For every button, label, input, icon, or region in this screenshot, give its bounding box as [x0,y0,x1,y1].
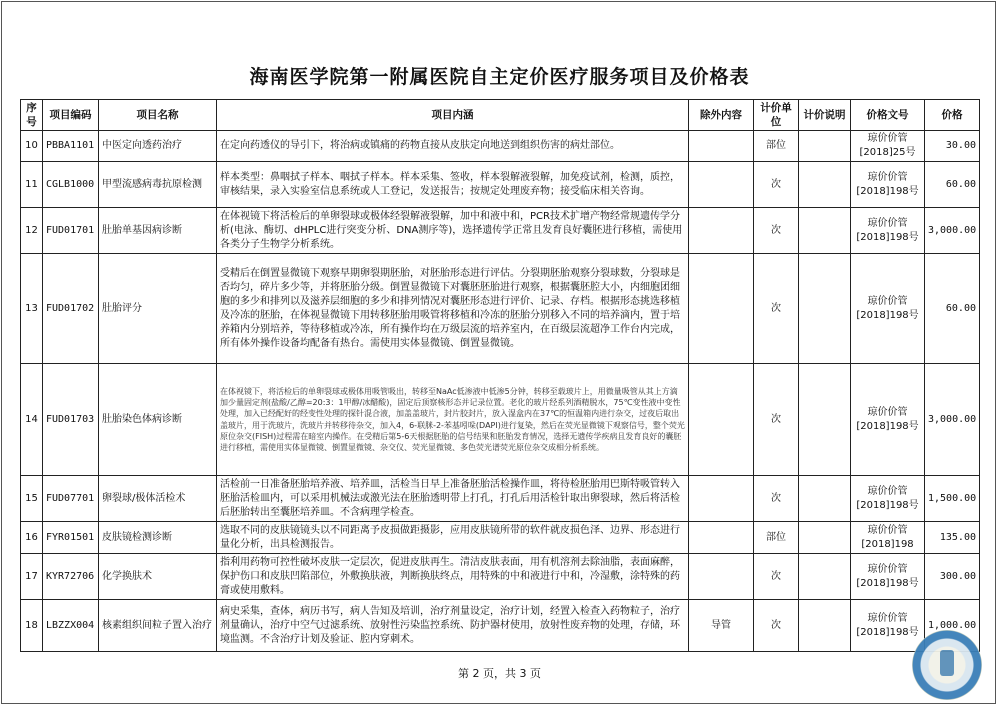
header-unit: 计价单位 [754,100,799,131]
row-seq: 12 [21,208,43,254]
row-name: 甲型流感病毒抗原检测 [99,162,217,208]
row-seq: 16 [21,522,43,554]
row-price: 135.00 [925,522,980,554]
row-note [799,364,851,476]
table-row [21,208,980,254]
row-code: LBZZX004 [43,600,99,652]
row-code: FUD07701 [43,476,99,522]
row-excluded [689,522,754,554]
row-note [799,254,851,364]
row-doc: 琼价价管[2018]198 [851,522,925,554]
row-unit: 次 [754,554,799,600]
row-price: 300.00 [925,554,980,600]
row-unit: 次 [754,162,799,208]
table-row [21,600,980,652]
header-code: 项目编码 [43,100,99,131]
row-seq: 13 [21,254,43,364]
table-row [21,162,980,208]
page-footer: 第 2 页，共 3 页 [458,667,541,680]
table-row [21,131,980,162]
row-price: 1,500.00 [925,476,980,522]
row-content: 样本类型：鼻咽拭子样本、咽拭子样本。样本采集、签收，样本裂解液裂解，加免疫试剂，检测，质控，审核结果，录入实验室信息系统或人工登记，发送报告；按规定处理废弃物；接受临床相关咨询。 [217,162,689,208]
row-name: 肚胎评分 [99,254,217,364]
row-note [799,600,851,652]
row-content: 选取不同的皮肤镜镜头以不同距离予皮损做距摄影，应用皮肤镜所带的软件就皮损色泽、边界、形态进行量化分析，出具检测报告。 [217,522,689,554]
row-seq: 14 [21,364,43,476]
row-unit: 次 [754,600,799,652]
row-unit: 部位 [754,522,799,554]
row-note [799,522,851,554]
row-note [799,162,851,208]
row-code: CGLB1000 [43,162,99,208]
row-unit: 次 [754,364,799,476]
header-doc: 价格文号 [851,100,925,131]
row-excluded [689,131,754,162]
header-note: 计价说明 [799,100,851,131]
table-row [21,554,980,600]
row-doc: 琼价价管[2018]198号 [851,554,925,600]
row-price: 30.00 [925,131,980,162]
row-name: 皮肤镜检测诊断 [99,522,217,554]
row-code: FYR01501 [43,522,99,554]
row-note [799,554,851,600]
row-name: 肚胎单基因病诊断 [99,208,217,254]
row-doc: 琼价价管[2018]198号 [851,476,925,522]
row-doc: 琼价价管[2018]198号 [851,162,925,208]
row-content: 活检前一日准备胚胎培养液、培养皿，活检当日早上准备胚胎活检操作皿，将待检胚胎用巴斯特吸管转入胚胎活检皿内，可以采用机械法或激光法在胚胎透明带上打孔，打孔后用活检针取出卵裂球，然后将活检后胚胎转出至囊胚培养皿。不含病理学检查。 [217,476,689,522]
row-price: 1,000.00 [925,600,980,652]
row-code: KYR72706 [43,554,99,600]
row-doc: 琼价价管[2018]198号 [851,364,925,476]
row-name: 卵裂球/极体活检术 [99,476,217,522]
header-price: 价格 [925,100,980,131]
row-content: 在体视镜下，将活检后的单卵裂球或极体用吸管吸出，转移至NaAc低渗液中低渗5分钟，转移至载玻片上，用微量吸管从其上方滴加少量固定剂(盐酸/乙醇=20:3：1甲醇/冰醋酸)，固定后顶察核形态并记录位置。老化的玻片经系列酒精脱水，75℃变性液中变性处理，加入已经配好的经变性处理的探针混合液，加盖盖玻片，封片胶封片，放入湿盒内在37℃的恒温箱内进行杂交，过夜后取出盖玻片，用于洗玻片，洗玻片并转移待杂交，加入4，6-联脒-2-苯基吲哚(DAPI)进行复染，然后在荧光显微镜下观察信号，整个荧光原位杂交(FISH)过程需在暗室内操作。在受精后第5-6天根据胚胎的信号结果和胚胎发育情况，选择无遗传学疾病且发育良好的囊胚进行移植，需使用实体显微镜、倒置显微镜、杂交仪、荧光显微镜、多色荧光谱荧光原位杂交成相分析系统。 [217,364,689,476]
row-content: 病史采集，查体，病历书写，病人告知及培训，治疗剂量设定，治疗计划，经置入检查入药物粒子，治疗剂量确认，治疗中空气过滤系统、放射性污染监控系统、防护器材使用，放射性废弃物的处理，存储，环境监测。不含治疗计划及验证、腔内穿刺术。 [217,600,689,652]
row-name: 肚胎染色体病诊断 [99,364,217,476]
row-unit: 次 [754,254,799,364]
row-doc: 琼价价管[2018]198号 [851,208,925,254]
row-note [799,476,851,522]
row-excluded: 导管 [689,600,754,652]
table-row [21,254,980,364]
row-seq: 18 [21,600,43,652]
row-content: 在体视镜下将活检后的单卵裂球或极体经裂解液裂解，加中和液中和，PCR技术扩增产物经常规遗传学分析(电泳、酶切、dHPLC进行突变分析、DNA测序等)，选择遗传学正常且发育良好囊胚进行移植，需使用各类分子生物学分析系统。 [217,208,689,254]
row-code: FUD01702 [43,254,99,364]
row-content: 在定向药透仪的导引下，将治病或镇痛的药物直接从皮肤定向地送到组织伤害的病灶部位。 [217,131,689,162]
price-table [20,99,980,652]
header-content: 项目内涵 [217,100,689,131]
row-excluded [689,476,754,522]
row-note [799,208,851,254]
row-note [799,131,851,162]
row-content: 指利用药物可控性破坏皮肤一定层次，促进皮肤再生。清洁皮肤表面，用有机溶剂去除油脂，表面麻醉，保护伤口和皮肤凹陷部位，外敷换肤液，判断换肤终点，用特殊的中和液进行中和，冷湿敷，涂特殊的药膏或使用敷料。 [217,554,689,600]
row-seq: 10 [21,131,43,162]
hospital-seal-logo [912,630,982,700]
row-code: FUD01703 [43,364,99,476]
header-row [21,100,980,131]
row-doc: 琼价价管[2018]198号 [851,254,925,364]
row-seq: 15 [21,476,43,522]
header-excluded: 除外内容 [689,100,754,131]
row-price: 3,000.00 [925,208,980,254]
row-unit: 次 [754,208,799,254]
row-code: FUD01701 [43,208,99,254]
row-unit: 部位 [754,131,799,162]
header-seq: 序号 [21,100,43,131]
row-name: 核素组织间粒子置入治疗 [99,600,217,652]
row-price: 3,000.00 [925,364,980,476]
header-name: 项目名称 [99,100,217,131]
row-seq: 11 [21,162,43,208]
row-doc: 琼价价管[2018]198号 [851,600,925,652]
row-excluded [689,162,754,208]
row-excluded [689,254,754,364]
table-row [21,364,980,476]
table-row [21,522,980,554]
row-code: PBBA1101 [43,131,99,162]
row-name: 化学换肤术 [99,554,217,600]
row-price: 60.00 [925,162,980,208]
row-content: 受精后在倒置显微镜下观察早期卵裂期胚胎，对胚胎形态进行评估。分裂期胚胎观察分裂球数，分裂球是否均匀，碎片多少等，并将胚胎分级。倒置显微镜下对囊胚胚胎进行观察，根据囊胚腔大小，内细胞团细胞的多少和排列以及滋养层细胞的多少和排列情况对囊胚形态进行评价、记录、存档。根据形态挑选移植及冷冻的胚胎，在体视显微镜下用转移胚胎用吸管将移植和冷冻的胚胎分别移入不同的培养滴内，置于培养箱内分别培养，等待移植或冷冻，所有操作均在万级层流的培养室内，在百级层流超净工作台内完成，所有体外操作设备均配备有热台。需使用实体显微镜、倒置显微镜。 [217,254,689,364]
row-price: 60.00 [925,254,980,364]
row-excluded [689,364,754,476]
row-unit: 次 [754,476,799,522]
row-seq: 17 [21,554,43,600]
row-name: 中医定向透药治疗 [99,131,217,162]
row-excluded [689,554,754,600]
page-title: 海南医学院第一附属医院自主定价医疗服务项目及价格表 [249,66,750,88]
row-excluded [689,208,754,254]
row-doc: 琼价价管[2018]25号 [851,131,925,162]
table-row [21,476,980,522]
